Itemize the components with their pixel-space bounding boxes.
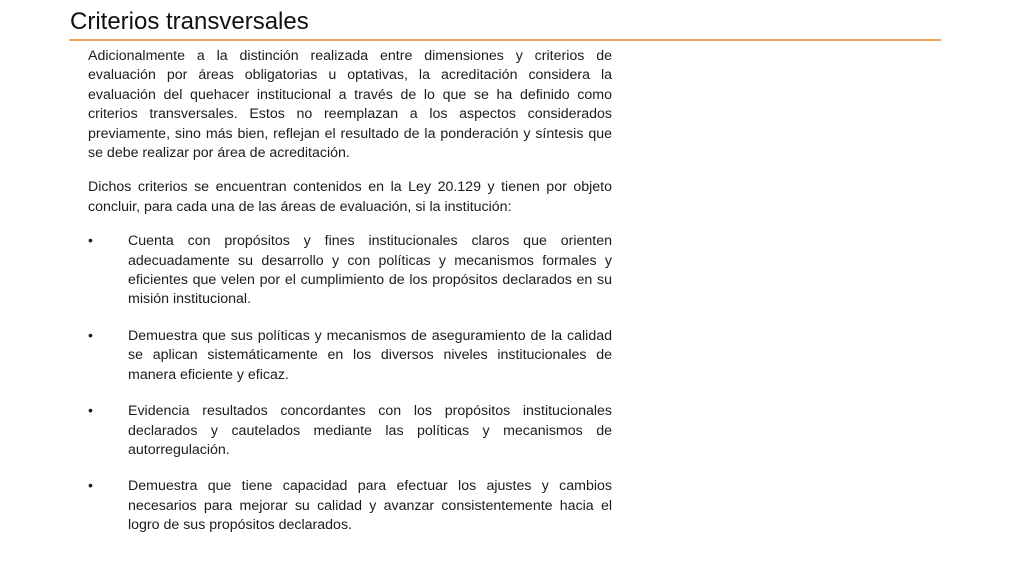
title-divider (69, 39, 941, 41)
list-item (88, 402, 612, 460)
criteria-lead-paragraph: Dichos criterios se encuentran contenidos en la Ley 20.129 y tienen por objeto concluir, para cada una de las áreas de evaluación, si la institución: (88, 179, 612, 215)
intro-paragraph: Adicionalmente a la distinción realizada entre dimensiones y criterios de evaluación por áreas obligatorias u optativas, la acreditación considera la evaluación del quehacer institucional a través de lo que se ha definido como criterios transversales. Estos no reemplazan a los aspectos considerados previamente, sino más bien, reflejan el resultado de la ponderación y síntesis que se debe realizar por área de acreditación. (88, 48, 612, 162)
bullet-icon: • (88, 327, 93, 344)
criteria-list (88, 232, 612, 535)
slide-title: Criterios transversales (70, 8, 309, 35)
list-item-text: Evidencia resultados concordantes con los propósitos institucionales declarados y cautelados mediante las políticas y mecanismos de autorregulación. (128, 403, 612, 458)
list-item (88, 232, 612, 310)
list-item (88, 327, 612, 385)
list-item-text: Demuestra que tiene capacidad para efectuar los ajustes y cambios necesarios para mejorar su calidad y avanzar consistentemente hacia el logro de sus propósitos declarados. (128, 478, 612, 534)
list-item-text: Cuenta con propósitos y fines institucionales claros que orienten adecuadamente su desarrollo y con políticas y mecanismos formales y eficientes que velen por el cumplimiento de los propósitos declarados en su misión institucional. (128, 233, 612, 308)
list-item-text: Demuestra que sus políticas y mecanismos de aseguramiento de la calidad se aplican sistemáticamente en los diversos niveles institucionales de manera eficiente y eficaz. (128, 327, 612, 383)
bullet-icon: • (88, 403, 93, 420)
list-item (88, 477, 612, 535)
document-excerpt (88, 47, 612, 553)
bullet-icon: • (88, 233, 93, 250)
bullet-icon: • (88, 478, 93, 495)
